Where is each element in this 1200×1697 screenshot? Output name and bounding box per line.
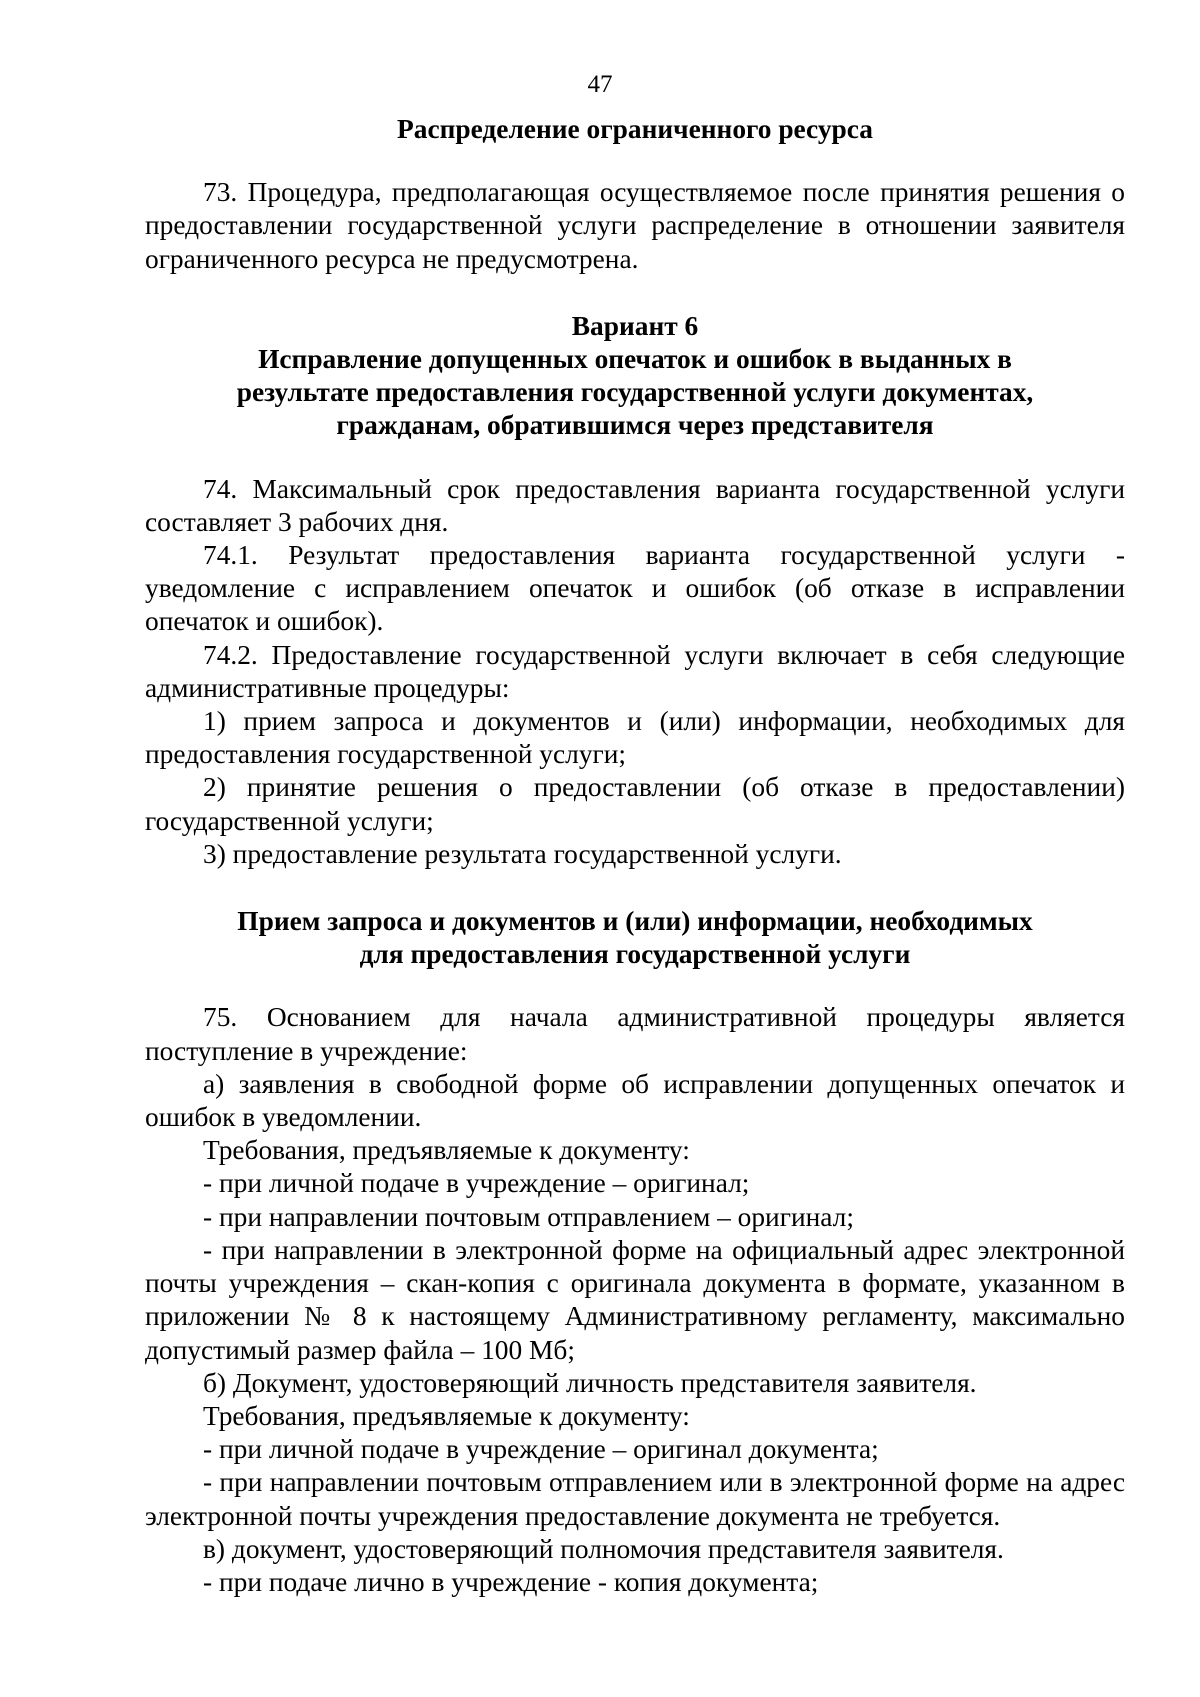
section-heading-resource-distribution: Распределение ограниченного ресурса [397, 114, 873, 144]
requirement-item: - при направлении в электронной форме на официальный адрес электронной почты учреждения – скан-копия с оригинала документа в формате, указанном в приложении № 8 к настоящему Административному регламенту, максимально допустимый размер файла – 100 Мб; [145, 1234, 1125, 1365]
document-body [145, 113, 1125, 1599]
list-item-procedure-1: 1) прием запроса и документов и (или) информации, необходимых для предоставления государственной услуги; [145, 706, 1125, 770]
requirement-item: - при личной подаче в учреждение – оригинал; [203, 1168, 750, 1199]
requirements-label: Требования, предъявляемые к документу: [203, 1135, 690, 1166]
list-item-procedure-3: 3) предоставление результата государственной услуги. [203, 838, 842, 869]
variant-title: Вариант 6 [571, 310, 699, 341]
list-item-procedure-2: 2) принятие решения о предоставлении (об отказе в предоставлении) государственной услуги; [145, 772, 1125, 836]
list-item-v: в) документ, удостоверяющий полномочия представителя заявителя. [203, 1533, 1004, 1564]
list-item-a: а) заявления в свободной форме об исправлении допущенных опечаток и ошибок в уведомлении. [145, 1068, 1125, 1133]
page-number: 47 [587, 71, 613, 98]
requirement-item: - при направлении почтовым отправлением – оригинал; [203, 1201, 854, 1232]
requirements-label: Требования, предъявляемые к документу: [203, 1400, 690, 1431]
list-item-b: б) Документ, удостоверяющий личность представителя заявителя. [203, 1367, 977, 1398]
heading-line: для предоставления государственной услуги [359, 939, 911, 970]
requirement-item: - при подаче лично в учреждение - копия документа; [203, 1566, 819, 1597]
section-heading-variant-6 [145, 310, 1125, 443]
paragraph-74-2: 74.2. Предоставление государственной услуги включает в себя следующие административные процедуры: [145, 639, 1125, 703]
paragraph-75: 75. Основанием для начала административной процедуры является поступление в учреждение: [145, 1002, 1125, 1066]
variant-heading-line: гражданам, обратившимся через представителя [336, 410, 934, 441]
requirement-item: - при личной подаче в учреждение – оригинал документа; [203, 1434, 879, 1465]
paragraph-74-1: 74.1. Результат предоставления варианта государственной услуги - уведомление с исправлением опечаток и ошибок (об отказе в исправлении опечаток и ошибок). [145, 540, 1125, 637]
variant-heading-line: результате предоставления государственной услуги документах, [236, 377, 1034, 408]
paragraph-73: 73. Процедура, предполагающая осуществляемое после принятия решения о предоставлении государственной услуги распределение в отношении заявителя ограниченного ресурса не предусмотрена. [145, 177, 1125, 274]
paragraph-74: 74. Максимальный срок предоставления варианта государственной услуги составляет 3 рабочих дня. [145, 473, 1125, 537]
requirement-item: - при направлении почтовым отправлением или в электронной форме на адрес электронной почты учреждения предоставление документа не требуется. [145, 1467, 1125, 1531]
heading-line: Прием запроса и документов и (или) информации, необходимых [237, 906, 1033, 937]
section-heading-request-reception [145, 905, 1125, 971]
variant-heading-line: Исправление допущенных опечаток и ошибок в выданных в [258, 344, 1012, 375]
